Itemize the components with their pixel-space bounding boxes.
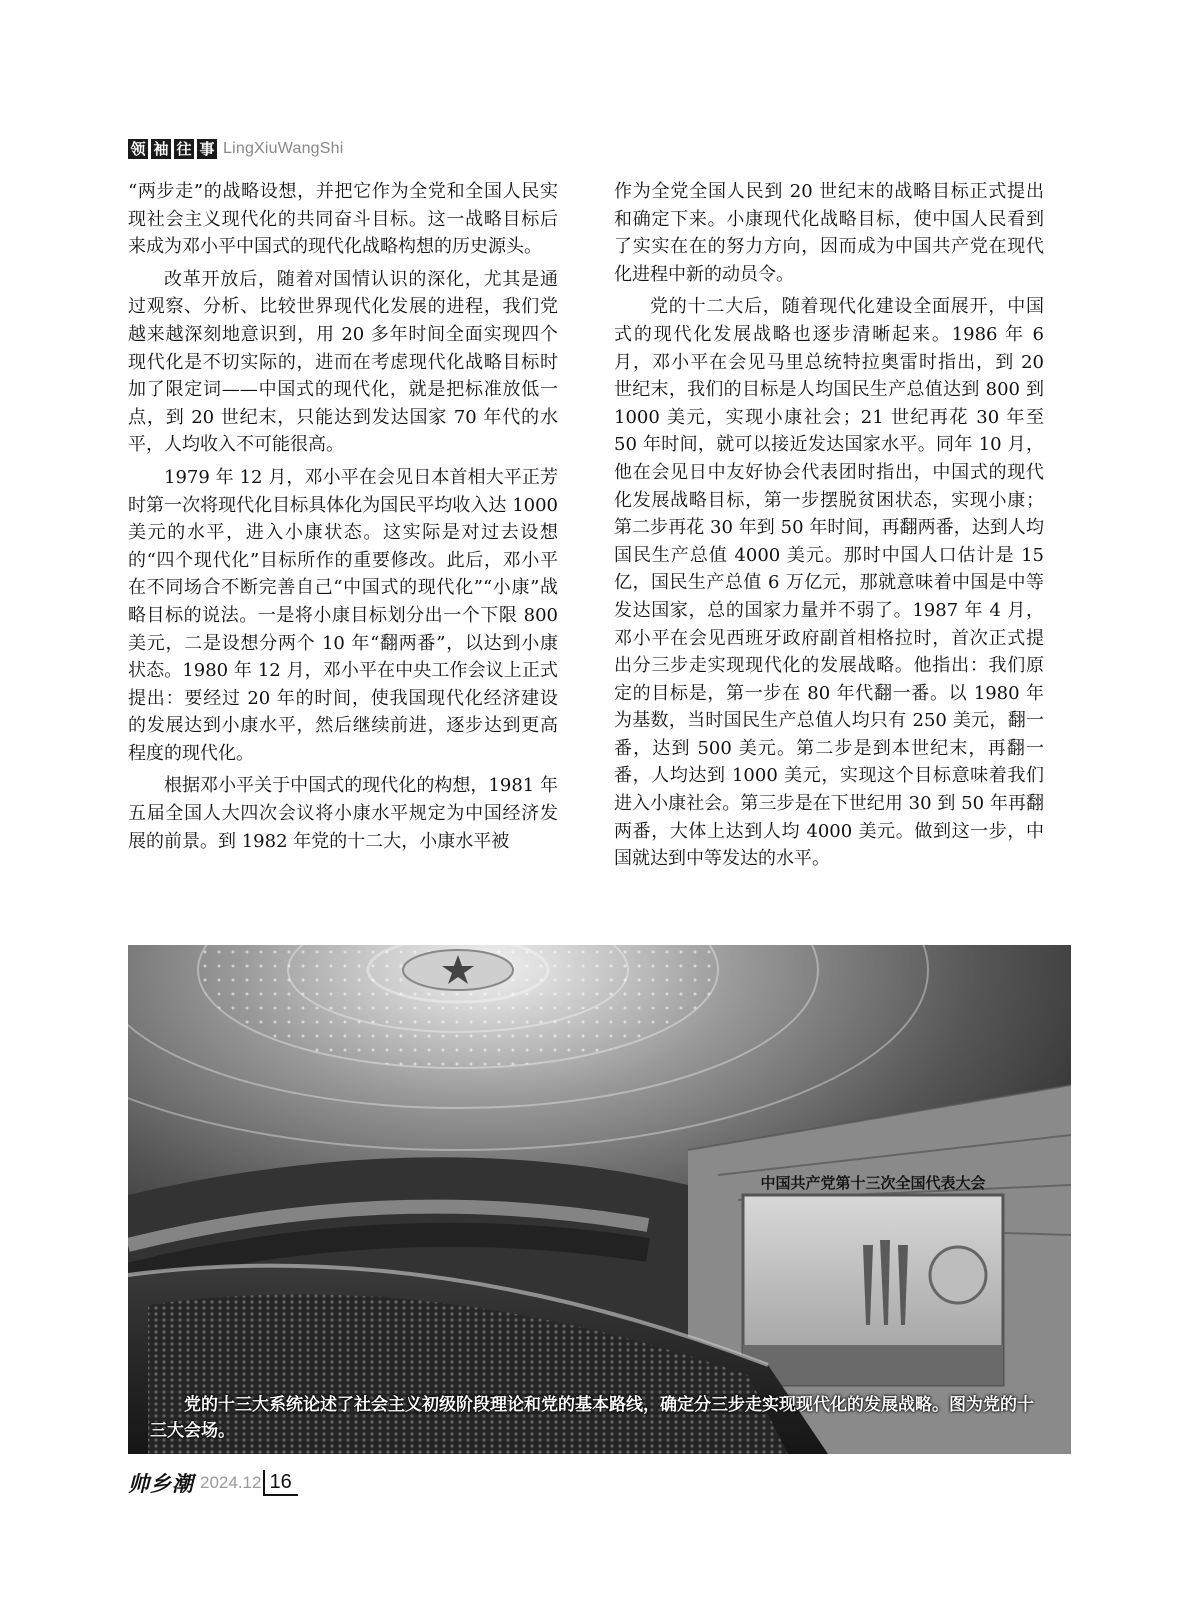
page-footer	[128, 1468, 298, 1498]
paragraph: 作为全党全国人民到 20 世纪末的战略目标正式提出和确定下来。小康现代化战略目标，使中国人民看到了实实在在的努力方向，因而成为中国共产党在现代化进程中新的动员令。	[614, 181, 1044, 285]
issue-date: 2024.12	[200, 1473, 262, 1492]
right-column	[614, 178, 1044, 878]
section-header	[128, 135, 344, 163]
congress-hall-photo	[128, 945, 1071, 1454]
page-number: 16	[263, 1470, 297, 1496]
paragraph: 根据邓小平关于中国式的现代化的构想，1981 年五届全国人大四次会议将小康水平规定为中国经济发展的前景。到 1982 年党的十二大，小康水平被	[128, 775, 558, 852]
section-title-en: LingXiuWangShi	[223, 140, 344, 157]
section-char: 往	[174, 139, 194, 159]
hall-illustration	[128, 945, 1071, 1454]
section-char: 领	[128, 139, 148, 159]
stage-banner: 中国共产党第十三次全国代表大会	[760, 1174, 986, 1192]
section-char: 袖	[151, 139, 171, 159]
section-char: 事	[197, 139, 217, 159]
paragraph: “两步走”的战略设想，并把它作为全党和全国人民实现社会主义现代化的共同奋斗目标。这一战略目标后来成为邓小平中国式的现代化战略构想的历史源头。	[128, 181, 558, 258]
left-column	[128, 178, 558, 860]
paragraph: 改革开放后，随着对国情认识的深化，尤其是通过观察、分析、比较世界现代化发展的进程，我们党越来越深刻地意识到，用 20 多年时间全面实现四个现代化是不切实际的，进而在考虑现代化战略目标时加了限定词——中国式的现代化，就是把标准放低一点，到 20 世纪末，只能达到发达国家 70 年代的水平，人均收入不可能很高。	[128, 268, 558, 456]
section-title-cn	[128, 139, 217, 159]
photo-caption: 党的十三大系统论述了社会主义初级阶段理论和党的基本路线，确定分三步走实现现代化的发展战略。图为党的十三大会场。	[150, 1395, 1034, 1441]
magazine-logo: 帅乡潮	[128, 1471, 194, 1496]
paragraph: 1979 年 12 月，邓小平在会见日本首相大平正芳时第一次将现代化目标具体化为国民平均收入达 1000 美元的水平，进入小康状态。这实际是对过去设想的“四个现代化”目标所作的重要修改。此后，邓小平在不同场合不断完善自己“中国式的现代化”“小康”战略目标的说法。一是将小康目标划分出一个下限 800 美元，二是设想分两个 10 年“翻两番”，以达到小康状态。1980 年 12 月，邓小平在中央工作会议上正式提出：要经过 20 年的时间，使我国现代化经济建设的发展达到小康水平，然后继续前进，逐步达到更高程度的现代化。	[128, 466, 558, 764]
paragraph: 党的十二大后，随着现代化建设全面展开，中国式的现代化发展战略也逐步清晰起来。1986 年 6 月，邓小平在会见马里总统特拉奥雷时指出，到 20 世纪末，我们的目标是人均国民生产总值达到 800 到 1000 美元，实现小康社会；21 世纪再花 30 年至 50 年时间，就可以接近发达国家水平。同年 10 月，他在会见日中友好协会代表团时指出，中国式的现代化发展战略目标，第一步摆脱贫困状态，实现小康；第二步再花 30 年到 50 年时间，再翻两番，达到人均国民生产总值 4000 美元。那时中国人口估计是 15 亿，国民生产总值 6 万亿元，那就意味着中国是中等发达国家，总的国家力量并不弱了。1987 年 4 月，邓小平在会见西班牙政府副首相格拉时，首次正式提出分三步走实现现代化的发展战略。他指出：我们原定的目标是，第一步在 80 年代翻一番。以 1980 年为基数，当时国民生产总值人均只有 250 美元，翻一番，达到 500 美元。第二步是到本世纪末，再翻一番，人均达到 1000 美元，实现这个目标意味着我们进入小康社会。第三步是在下世纪用 30 到 50 年再翻两番，大体上达到人均 4000 美元。做到这一步，中国就达到中等发达的水平。	[614, 296, 1044, 870]
